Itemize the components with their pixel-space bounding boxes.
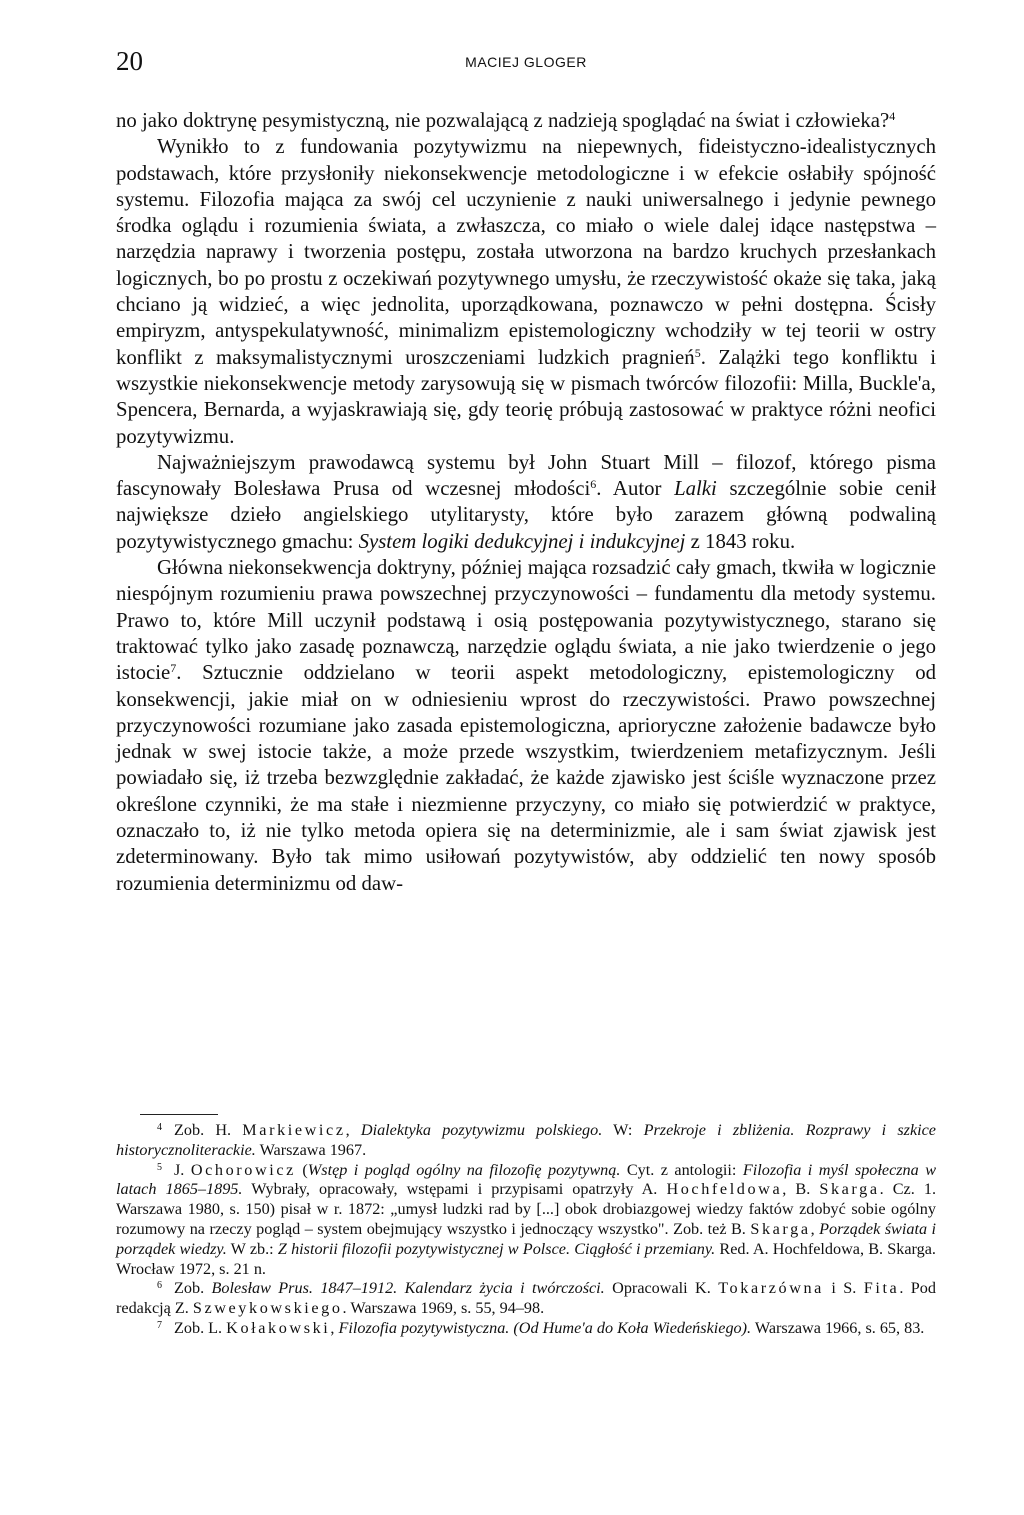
footnote-text: Wybrały, opracowały, wstępami i przypisami opatrzyły A. <box>242 1180 667 1199</box>
page-number: 20 <box>116 46 143 76</box>
footnote-7 <box>116 1319 936 1339</box>
author-name: Markiewicz <box>242 1121 346 1139</box>
footnote-mark: 4 <box>157 1122 162 1133</box>
footnotes <box>116 1121 936 1339</box>
footnote-ref: 4 <box>889 109 896 123</box>
italic-title: Z historii filozofii pozytywistycznej w Polsce. Ciągłość i przemiany. <box>277 1239 716 1258</box>
footnote-text: , <box>810 1219 820 1238</box>
footnote-text: Zob. H. <box>174 1121 243 1139</box>
author-name: Skarga <box>750 1219 811 1238</box>
italic-title: Filozofia i myśl społeczna w latach 1865–1895. <box>116 1160 937 1199</box>
footnote-text: ( <box>295 1160 308 1179</box>
paragraph-text: no jako doktrynę pesymistyczną, nie pozwalającą z nadzieją spoglądać na świat i człowieka? <box>116 109 890 132</box>
footnote-text: , <box>330 1318 339 1337</box>
footnote-text: . Warszawa 1969, s. 55, 94–98. <box>342 1299 545 1318</box>
footnote-text: i S. <box>823 1279 864 1298</box>
paragraph-1 <box>116 108 936 134</box>
paragraph-4 <box>116 555 936 897</box>
paragraph-text: Najważniejszym prawodawcą systemu był John Stuart Mill – filozof, którego pisma fascynowały Bolesława Prusa od wczesnej młodości <box>116 450 936 501</box>
running-title: MACIEJ GLOGER <box>465 54 587 70</box>
footnote-mark: 7 <box>157 1319 162 1331</box>
paragraph-text: Wynikło to z fundowania pozytywizmu na niepewnych, fideistyczno-idealistycznych podstawach, które przysłoniły niekonsekwencje metodologiczne i w efekcie osłabiły spójność systemu. Filozofia mająca za swój cel uczynienie z nauki uniwersalnego i jedynie pewnego środka oglądu i rozumienia świata, a zwłaszcza, co miało o wiele dalej idące następstwa – narzędzia naprawy i tworzenia postępu, została utworzona na bardzo kruchych przesłankach logicznych, bo po prostu z oczekiwań pozytywnego umysłu, że rzeczywistość okaże się taka, jaką chciano ją widzieć, a więc jednolita, uporządkowana, poznawczo w pełni dostępna. Ścisły empiryzm, antyspekulatywność, minimalizm epistemologiczny wchodziły w tej teorii w ostry konflikt z maksymalistycznymi uroszczeniami ludzkich pragnień <box>116 135 936 369</box>
italic-title: Dialektyka pozytywizmu polskiego. <box>360 1121 603 1139</box>
paragraph-text: . Zalążki tego konfliktu i wszystkie niekonsekwencje metody zarysowują się w pismach twórców filozofii: Milla, Buckle'a, Spencera, Bernarda, a wyjaskrawiają się, gdy teorię próbują zastosować w praktyce różni neofici pozytywizmu. <box>116 345 937 448</box>
author-name: Skarga <box>819 1180 880 1199</box>
author-name: Hochfeldowa <box>666 1180 783 1199</box>
footnote-text: . Cz. 1. Warszawa 1980, s. 150) pisał w r. 1872: „umysł ludzki rad by [...] obok drobiazgowej wiedzy faktów zdobyć sobie ogólny rozumowy na rzeczy pogląd – system obejmujący wszystko i jednoczący wszystko". Zob. też B. <box>116 1180 936 1238</box>
footnote-divider <box>140 1114 218 1115</box>
paragraph-text: Główna niekonsekwencja doktryny, później mająca rozsadzić cały gmach, tkwiła w logicznie niespójnym rozumieniu prawa powszechnej przyczynowości – fundamentu dla metody systemu. Prawo to, które Mill uczynił podstawą i osią postępowania pozytywistycznego, starano się traktować tylko jako zasadę poznawczą, narzędzie oglądu świata, a nie jako twierdzenie o jego istocie <box>116 556 936 685</box>
italic-title: Porządek świata i porządek wiedzy. <box>116 1219 937 1258</box>
paragraph-text: . Autor <box>596 477 675 501</box>
paragraph-text: . Sztucznie oddzielano w teorii aspekt metodologiczny, epistemologiczny od konsekwencji, jakie miał on w odniesieniu wprost do rzeczywistości. Prawo powszechnej przyczynowości rozumiane jako zasada epistemologiczna, aprioryczne założenie badawcze było jednak w swej istocie także, a może przede wszystkim, twierdzeniem metafizycznym. Jeśli powiadało się, iż trzeba bezwzględnie zakładać, że każde zjawisko jest ściśle wyznaczone przez określone czynniki, że ma stałe i niezmienne przyczyny, co miało się potwierdzić w praktyce, oznaczało to, iż nie tylko metoda opiera się na determinizmie, ale i sam świat zjawisk jest zdeterminowany. Było tak mimo usiłowań pozytywistów, aby oddzielić ten nowy sposób rozumienia determinizmu od daw- <box>116 661 936 895</box>
footnote-text: Warszawa 1966, s. 65, 83. <box>751 1318 925 1337</box>
footnote-6 <box>116 1279 936 1319</box>
paragraph-text: z 1843 roku. <box>685 529 796 553</box>
italic-title: Bolesław Prus. 1847–1912. Kalendarz życia i twórczości. <box>211 1279 605 1298</box>
footnote-text: Warszawa 1967. <box>255 1140 367 1159</box>
body-text <box>116 108 936 897</box>
footnote-text: , B. <box>782 1180 820 1199</box>
footnote-ref: 5 <box>694 345 701 360</box>
footnote-text: J. <box>174 1160 191 1179</box>
footnote-mark: 5 <box>157 1161 162 1173</box>
running-head <box>116 46 936 76</box>
footnote-4 <box>116 1121 936 1161</box>
footnote-text: . Pod redakcją Z. <box>116 1279 936 1318</box>
footnote-mark: 6 <box>157 1280 162 1292</box>
footnote-text: W zb.: <box>226 1239 278 1258</box>
italic-title: Wstęp i pogląd ogólny na filozofię pozytywną. <box>307 1160 621 1179</box>
author-name: Kołakowski <box>226 1318 331 1337</box>
footnote-text: Zob. <box>174 1279 212 1298</box>
paragraph-3 <box>116 450 936 555</box>
footnote-5 <box>116 1161 936 1280</box>
footnote-text: , <box>345 1121 361 1139</box>
italic-title: Lalki <box>674 477 717 501</box>
author-name: Tokarzówna <box>718 1279 824 1298</box>
author-name: Fita <box>863 1279 900 1298</box>
footnote-text: W: <box>602 1121 644 1139</box>
footnote-ref: 7 <box>170 661 177 676</box>
italic-title: System logiki dedukcyjnej i indukcyjnej <box>358 529 686 553</box>
paragraph-2 <box>116 134 936 450</box>
footnote-ref: 6 <box>590 477 597 492</box>
footnote-text: Red. A. Hochfeldowa, B. Skarga. Wrocław 1972, s. 21 n. <box>116 1239 936 1278</box>
author-name: Szweykowskiego <box>192 1299 343 1318</box>
footnote-text: Zob. L. <box>174 1318 227 1337</box>
footnote-text: Opracowali K. <box>604 1279 719 1298</box>
italic-title: Przekroje i zbliżenia. Rozprawy i szkice historycznoliterackie. <box>116 1121 936 1159</box>
footnote-text: Cyt. z antologii: <box>620 1160 743 1179</box>
paragraph-text: szczególnie sobie cenił największe dzieło angielskiego utylitarysty, które było zarazem główną podwaliną pozytywistycznego gmachu: <box>116 477 936 553</box>
author-name: Ochorowicz <box>190 1160 296 1179</box>
italic-title: Filozofia pozytywistyczna. (Od Hume'a do Koła Wiedeńskiego). <box>338 1318 752 1337</box>
